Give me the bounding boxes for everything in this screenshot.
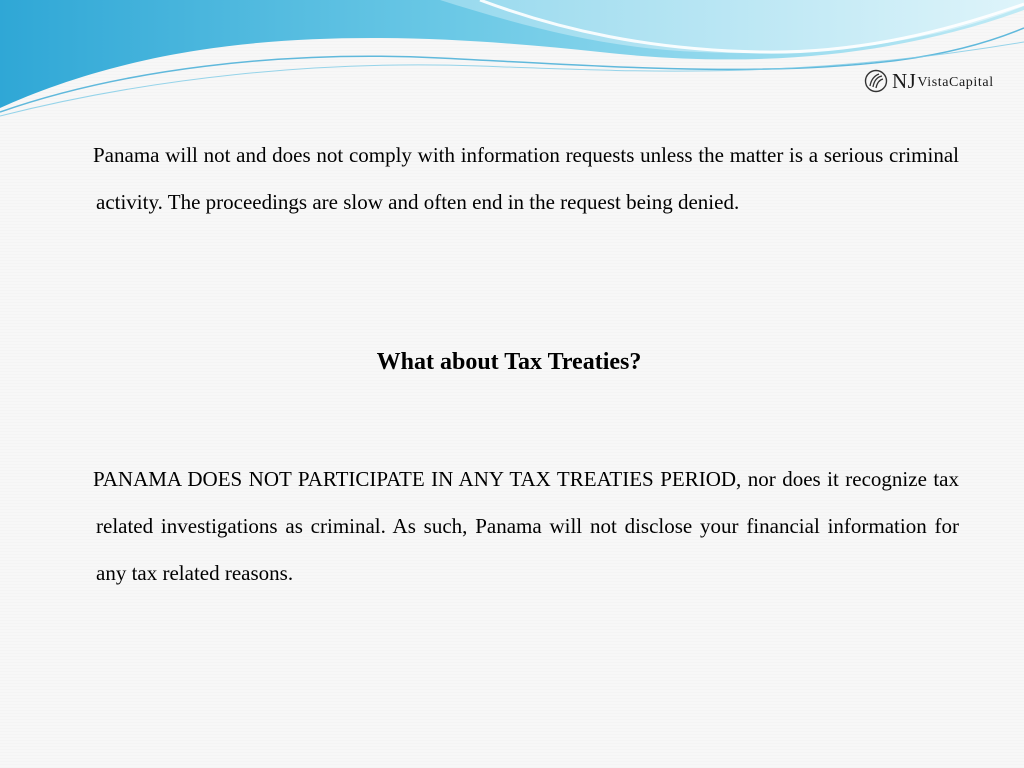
company-logo [864,66,994,96]
intro-paragraph: Panama will not and does not comply with information requests unless the matter is a serious criminal activity. The proceedings are slow and often end in the request being denied. [93,143,959,214]
header-wave-decoration [0,0,1024,120]
section-heading: What about Tax Treaties? [376,349,642,375]
logo-text-vistacapital: VistaCapital [917,75,994,90]
tax-treaties-paragraph: PANAMA DOES NOT PARTICIPATE IN ANY TAX TREATIES PERIOD, nor does it recognize tax related investigations as criminal. As such, Panama will not disclose your financial information for any tax related reasons. [93,467,959,585]
logo-text-nj: NJ [892,68,917,93]
nj-logo-mark-icon [864,69,888,93]
